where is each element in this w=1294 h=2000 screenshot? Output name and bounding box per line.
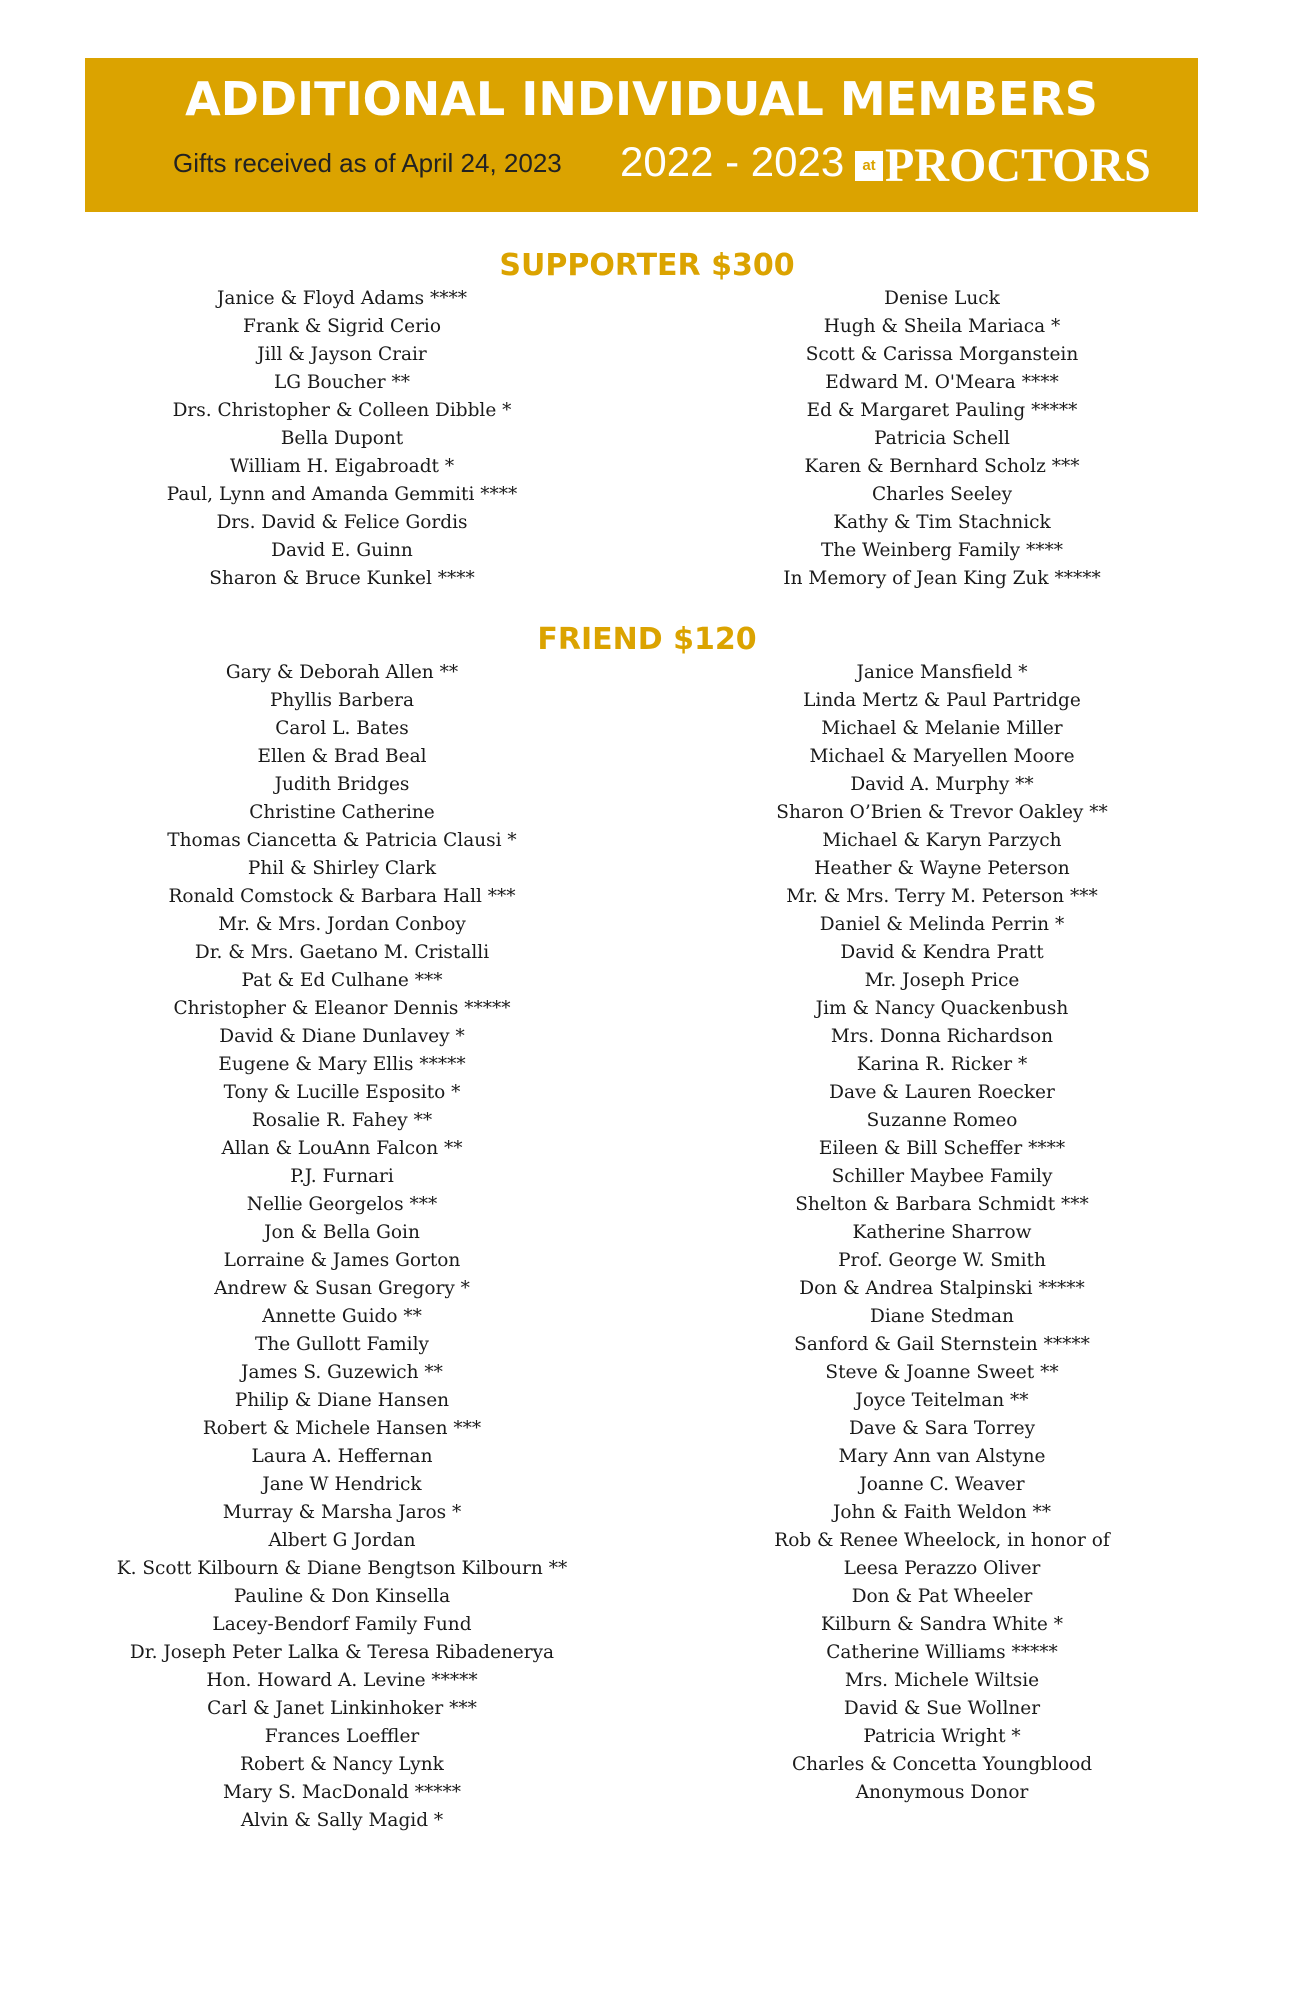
member-name: Linda Mertz & Paul Partridge — [803, 690, 1081, 711]
member-name: Don & Pat Wheeler — [851, 1586, 1033, 1607]
member-name: Shelton & Barbara Schmidt *** — [795, 1194, 1089, 1215]
member-name: Mr. Joseph Price — [864, 970, 1020, 991]
member-name: Anonymous Donor — [855, 1782, 1029, 1803]
member-name: Paul, Lynn and Amanda Gemmiti **** — [166, 484, 518, 505]
member-name: Karen & Bernhard Scholz *** — [804, 456, 1080, 477]
member-name: Philip & Diane Hansen — [234, 1390, 450, 1411]
member-name: David & Sue Wollner — [843, 1698, 1041, 1719]
member-name: Heather & Wayne Peterson — [814, 858, 1070, 879]
proctors-logo-icon: at — [855, 151, 883, 181]
member-name: Leesa Perazzo Oliver — [843, 1558, 1041, 1579]
member-name: John & Faith Weldon ** — [832, 1502, 1052, 1523]
member-name: Catherine Williams ***** — [826, 1642, 1058, 1663]
member-name: Hon. Howard A. Levine ***** — [206, 1670, 478, 1691]
member-name: Hugh & Sheila Mariaca * — [823, 316, 1061, 337]
member-name: Jane W Hendrick — [262, 1474, 422, 1495]
member-name: Eileen & Bill Scheffer **** — [818, 1138, 1066, 1159]
member-name: Sanford & Gail Sternstein ***** — [794, 1334, 1090, 1355]
member-name: Rosalie R. Fahey ** — [251, 1110, 433, 1131]
member-name: Allan & LouAnn Falcon ** — [221, 1138, 463, 1159]
member-name: Gary & Deborah Allen ** — [225, 662, 459, 683]
member-name: Mary Ann van Alstyne — [838, 1446, 1046, 1467]
member-name: Michael & Maryellen Moore — [809, 746, 1075, 767]
member-name: Andrew & Susan Gregory * — [214, 1278, 470, 1299]
member-name: LG Boucher ** — [273, 372, 411, 393]
member-name: P.J. Furnari — [290, 1166, 394, 1187]
member-name: Charles Seeley — [871, 484, 1013, 505]
member-name: Charles & Concetta Youngblood — [791, 1754, 1093, 1775]
member-name: Frances Loeffler — [264, 1726, 420, 1747]
member-name: The Gullott Family — [255, 1334, 429, 1355]
member-name: Joyce Teitelman ** — [855, 1390, 1029, 1411]
member-name: Judith Bridges — [274, 774, 410, 795]
member-name: Kilburn & Sandra White * — [821, 1614, 1063, 1635]
member-name: Carol L. Bates — [275, 718, 409, 739]
page-title: ADDITIONAL INDIVIDUAL MEMBERS — [185, 72, 1098, 126]
friend-heading: FRIEND $120 — [537, 622, 757, 657]
member-name: Albert G Jordan — [268, 1530, 416, 1551]
member-name: Sharon O’Brien & Trevor Oakley ** — [776, 802, 1108, 823]
member-name: Ed & Margaret Pauling ***** — [806, 400, 1078, 421]
member-name: Pauline & Don Kinsella — [233, 1586, 451, 1607]
member-name: Robert & Nancy Lynk — [240, 1754, 444, 1775]
member-name: Eugene & Mary Ellis ***** — [218, 1054, 466, 1075]
member-name: Dr. Joseph Peter Lalka & Teresa Ribadenerya — [129, 1642, 555, 1663]
member-name: Schiller Maybee Family — [831, 1166, 1053, 1187]
member-name: David & Kendra Pratt — [840, 942, 1044, 963]
member-name: Christopher & Eleanor Dennis ***** — [173, 998, 511, 1019]
member-name: Michael & Karyn Parzych — [822, 830, 1062, 851]
member-name: The Weinberg Family **** — [820, 540, 1064, 561]
member-name: Lorraine & James Gorton — [223, 1250, 461, 1271]
member-name: Edward M. O'Meara **** — [825, 372, 1059, 393]
member-name: Patricia Schell — [874, 428, 1010, 449]
member-name: Suzanne Romeo — [866, 1110, 1018, 1131]
member-name: Dave & Lauren Roecker — [829, 1082, 1055, 1103]
member-name: Christine Catherine — [249, 802, 435, 823]
member-name: Jon & Bella Goin — [264, 1222, 420, 1243]
member-name: Sharon & Bruce Kunkel **** — [209, 568, 475, 589]
member-name: Michael & Melanie Miller — [821, 718, 1063, 739]
member-name: Annette Guido ** — [262, 1306, 422, 1327]
member-name: Jim & Nancy Quackenbush — [815, 998, 1069, 1019]
member-name: Daniel & Melinda Perrin * — [819, 914, 1065, 935]
member-name: James S. Guzewich ** — [241, 1362, 443, 1383]
friend-list-right — [672, 659, 1212, 1807]
member-name: Don & Andrea Stalpinski ***** — [799, 1278, 1085, 1299]
member-name: Karina R. Ricker * — [856, 1054, 1028, 1075]
member-name: Tony & Lucille Esposito * — [223, 1082, 461, 1103]
member-name: Denise Luck — [884, 288, 1000, 309]
member-name: Bella Dupont — [280, 428, 404, 449]
member-name: Frank & Sigrid Cerio — [243, 316, 441, 337]
member-name: Mrs. Michele Wiltsie — [844, 1670, 1040, 1691]
member-name: Steve & Joanne Sweet ** — [825, 1362, 1059, 1383]
member-name: Murray & Marsha Jaros * — [222, 1502, 462, 1523]
member-name: Phyllis Barbera — [269, 690, 415, 711]
header-banner — [85, 58, 1198, 212]
member-name: Carl & Janet Linkinhoker *** — [207, 1698, 477, 1719]
member-name: Dr. & Mrs. Gaetano M. Cristalli — [194, 942, 490, 963]
member-name: David A. Murphy ** — [850, 774, 1034, 795]
member-name: Joanne C. Weaver — [859, 1474, 1025, 1495]
proctors-logo-text: PROCTORS — [885, 139, 1151, 192]
supporter-list-right — [672, 285, 1212, 593]
member-name: Janice & Floyd Adams **** — [216, 288, 468, 309]
member-name: William H. Eigabroadt * — [229, 456, 455, 477]
member-name: David E. Guinn — [271, 540, 413, 561]
member-name: Ellen & Brad Beal — [257, 746, 427, 767]
member-name: Pat & Ed Culhane *** — [241, 970, 443, 991]
supporter-list-left — [72, 285, 612, 593]
member-name: Rob & Renee Wheelock, in honor of — [774, 1530, 1110, 1551]
member-name: Mr. & Mrs. Terry M. Peterson *** — [786, 886, 1098, 907]
member-name: Laura A. Heffernan — [251, 1446, 433, 1467]
member-name: Diane Stedman — [870, 1306, 1014, 1327]
member-name: Alvin & Sally Magid * — [240, 1810, 444, 1831]
member-name: Scott & Carissa Morganstein — [805, 344, 1079, 365]
member-name: Patricia Wright * — [863, 1726, 1021, 1747]
member-name: Kathy & Tim Stachnick — [833, 512, 1051, 533]
member-name: Mrs. Donna Richardson — [830, 1026, 1054, 1047]
member-name: Phil & Shirley Clark — [247, 858, 437, 879]
member-name: Janice Mansfield * — [856, 662, 1028, 683]
member-name: Mr. & Mrs. Jordan Conboy — [218, 914, 466, 935]
member-name: Drs. Christopher & Colleen Dibble * — [172, 400, 512, 421]
member-name: Lacey-Bendorf Family Fund — [212, 1614, 472, 1635]
member-name: Dave & Sara Torrey — [848, 1418, 1036, 1439]
member-name: Prof. George W. Smith — [838, 1250, 1046, 1271]
gifts-date-subtitle: Gifts received as of April 24, 2023 — [173, 148, 562, 178]
member-name: Thomas Ciancetta & Patricia Clausi * — [167, 830, 517, 851]
member-name: Jill & Jayson Crair — [257, 344, 427, 365]
member-name: Mary S. MacDonald ***** — [222, 1782, 462, 1803]
member-name: Nellie Georgelos *** — [246, 1194, 438, 1215]
season-label: 2022 - 2023 — [620, 138, 845, 185]
member-name: Ronald Comstock & Barbara Hall *** — [168, 886, 516, 907]
friend-list-left — [72, 659, 612, 1835]
member-name: Robert & Michele Hansen *** — [202, 1418, 482, 1439]
member-name: In Memory of Jean King Zuk ***** — [783, 568, 1101, 589]
member-name: K. Scott Kilbourn & Diane Bengtson Kilbourn ** — [116, 1558, 568, 1579]
member-name: David & Diane Dunlavey * — [219, 1026, 465, 1047]
member-name: Katherine Sharrow — [852, 1222, 1032, 1243]
member-name: Drs. David & Felice Gordis — [216, 512, 468, 533]
supporter-heading: SUPPORTER $300 — [499, 248, 795, 283]
